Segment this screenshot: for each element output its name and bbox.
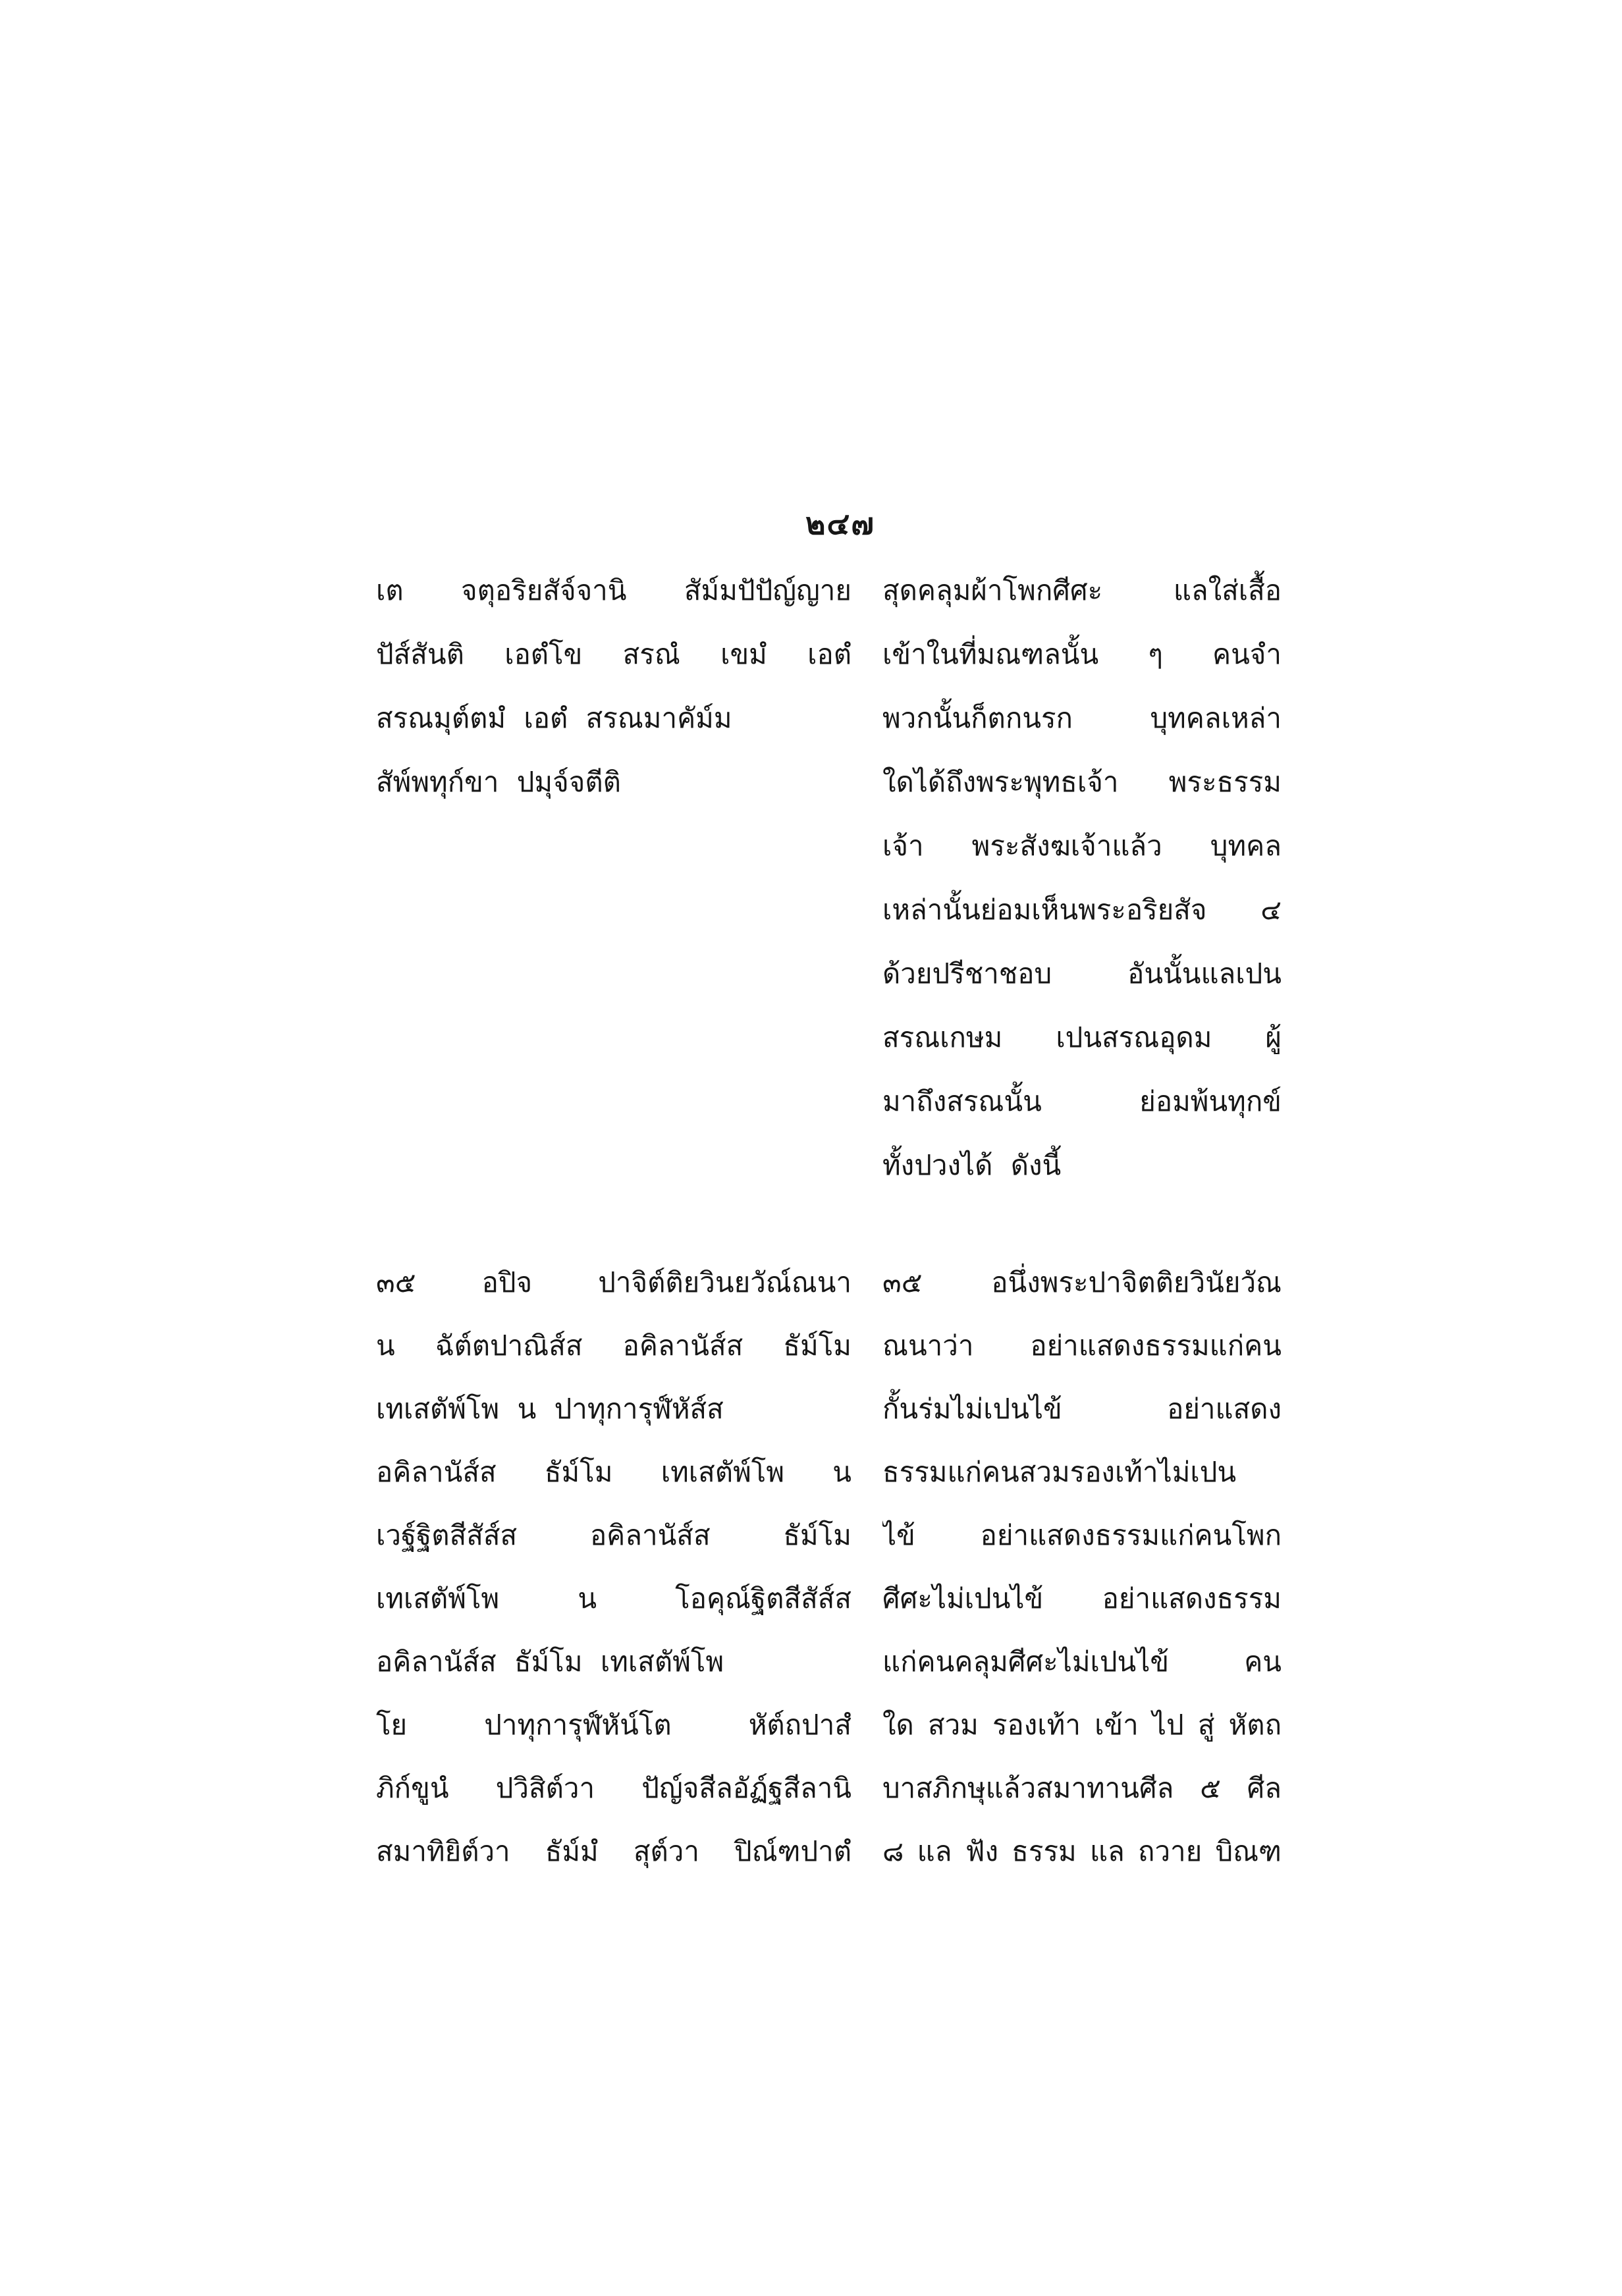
pali-line: น ฉัต์ตปาณิส์ส อคิลานัส์ส ธัม์โม bbox=[376, 1329, 852, 1362]
pali-line: โย ปาทุการุฬ์หัน์โต หัต์ถปาสํ bbox=[376, 1709, 852, 1741]
thai-line: เจ้า พระสังฆเจ้าแล้ว บุทคล bbox=[882, 830, 1282, 862]
pali-line: ๓๕ อปิจ ปาจิต์ติยวินยวัณ์ณนา bbox=[376, 1266, 852, 1298]
pali-line: เวฐ์ฐิตสีสัส์ส อคิลานัส์ส ธัม์โม bbox=[376, 1519, 852, 1551]
pali-line: สมาทิยิต์วา ธัม์มํ สุต์วา ปิณ์ฑปาตํ bbox=[376, 1835, 852, 1867]
pali-line: เทเสตัพ์โพ น ปาทุการุฬ์หัส์ส bbox=[376, 1393, 724, 1425]
thai-line: สรณเกษม เปนสรณอุดม ผู้ bbox=[882, 1021, 1282, 1054]
thai-column-section-1 bbox=[882, 558, 1282, 1197]
thai-line: ด้วยปรีชาชอบ อันนั้นแลเปน bbox=[882, 957, 1282, 990]
thai-line: มาถึงสรณนั้น ย่อมพ้นทุกข์ bbox=[882, 1085, 1282, 1117]
page-number: ๒๔๗ bbox=[805, 506, 875, 541]
thai-line: ไข้ อย่าแสดงธรรมแก่คนโพก bbox=[882, 1519, 1282, 1551]
thai-line: ๘ แล ฟัง ธรรม แล ถวาย บิณฑ bbox=[882, 1835, 1282, 1867]
pali-line: เต จตุอริยสัจ์จานิ สัม์มปัปัญ์ญาย bbox=[376, 574, 852, 606]
pali-line: สัพ์พทุก์ขา ปมุจ์จตีติ bbox=[376, 766, 621, 798]
thai-line: ทั้งปวงได้ ดังนี้ bbox=[882, 1149, 1062, 1181]
pali-line: อคิลานัส์ส ธัม์โม เทเสตัพ์โพ น bbox=[376, 1456, 852, 1488]
thai-line: แก่คนคลุมศีศะไม่เปนไข้ คน bbox=[882, 1645, 1282, 1678]
pali-line: ภิก์ขูนํ ปวิสิต์วา ปัญ์จสีลอัฏ์ฐสีลานิ bbox=[376, 1772, 852, 1804]
thai-line: ใดได้ถึงพระพุทธเจ้า พระธรรม bbox=[882, 766, 1282, 798]
thai-line: กั้นร่มไม่เปนไข้ อย่าแสดง bbox=[882, 1393, 1282, 1425]
thai-column-section-2 bbox=[882, 1251, 1282, 1883]
thai-line: เหล่านั้นย่อมเห็นพระอริยสัจ ๔ bbox=[882, 894, 1282, 926]
thai-line: ศีศะไม่เปนไข้ อย่าแสดงธรรม bbox=[882, 1582, 1282, 1615]
thai-line: ๓๕ อนึ่งพระปาจิตติยวินัยวัณ bbox=[882, 1266, 1282, 1298]
thai-line: เข้าในที่มณฑลนั้น ๆ คนจำ bbox=[882, 638, 1282, 670]
pali-line: อคิลานัส์ส ธัม์โม เทเสตัพ์โพ bbox=[376, 1645, 724, 1678]
thai-line: ณนาว่า อย่าแสดงธรรมแก่คน bbox=[882, 1329, 1282, 1362]
pali-column-section-1 bbox=[376, 558, 852, 814]
thai-line: ใด สวม รองเท้า เข้า ไป สู่ หัตถ bbox=[882, 1709, 1282, 1741]
pali-line: ปัส์สันติ เอตํโข สรณํ เขมํ เอตํ bbox=[376, 638, 852, 670]
pali-column-section-2 bbox=[376, 1251, 852, 1883]
pali-line: สรณมุต์ตมํ เอตํ สรณมาคัม์ม bbox=[376, 702, 732, 734]
thai-line: สุดคลุมผ้าโพกศีศะ แลใส่เสื้อ bbox=[882, 574, 1282, 606]
thai-line: ธรรมแก่คนสวมรองเท้าไม่เปน bbox=[882, 1456, 1237, 1488]
thai-line: พวกนั้นก็ตกนรก บุทคลเหล่า bbox=[882, 702, 1282, 734]
thai-line: บาสภิกษุแล้วสมาทานศีล ๕ ศีล bbox=[882, 1772, 1282, 1804]
pali-line: เทเสตัพ์โพ น โอคุณ์ฐิตสีสัส์ส bbox=[376, 1582, 852, 1615]
